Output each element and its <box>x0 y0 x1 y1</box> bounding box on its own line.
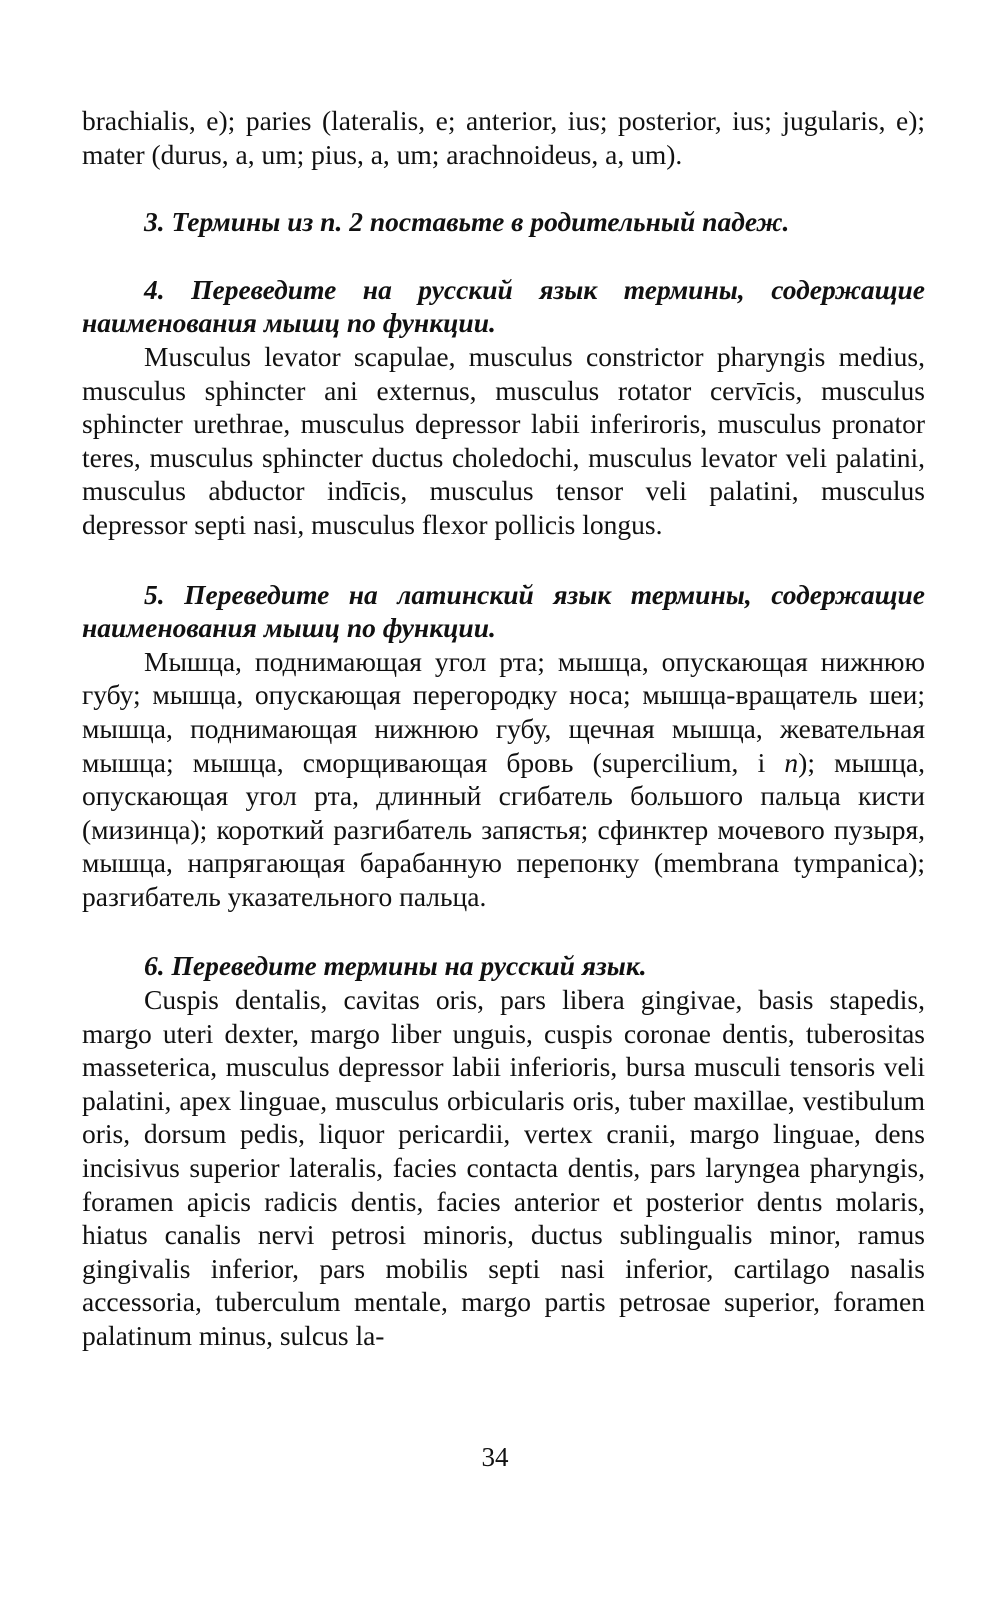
page-content <box>82 104 925 1353</box>
page-number: 34 <box>481 1442 509 1472</box>
exercise-5-body-part1: Мышца, поднимающая угол рта; мышца, опускающая нижнюю губу; мышца, опускающая перегородку носа; мышца-вращатель шеи; мышца, поднимающая нижнюю губу, щечная мышца, жевательная мышца; мышца, сморщивающая бровь (supercilium, i <box>82 645 925 778</box>
exercise-5-heading: 5. Переведите на латинский язык термины, содержащие наименования мышц по функции. <box>82 578 925 644</box>
exercise-4-body: Musculus levator scapulae, musculus constrictor pharyngis medius, musculus sphincter ani externus, musculus rotator cervīcis, musculus sphincter urethrae, musculus depressor labii inferiroris, musculus pronator teres, musculus sphincter ductus choledochi, musculus levator veli palatini, musculus abductor indīcis, musculus tensor veli palatini, musculus depressor septi nasi, musculus flexor pollicis longus. <box>82 340 925 540</box>
exercise-4-heading: 4. Переведите на русский язык термины, содержащие наименования мышц по функции. <box>82 273 925 339</box>
exercise-6-body: Cuspis dentalis, cavitas oris, pars libera gingivae, basis stapedis, margo uteri dexter, margo liber unguis, cuspis coronae dentis, tuberositas masseterica, musculus depressor labii inferioris, bursa musculi tensoris veli palatini, apex linguae, musculus orbicularis oris, tuber maxillae, vestibulum oris, dorsum pedis, liquor pericardii, vertex cranii, margo linguae, dens incisivus superior lateralis, facies contacta dentis, pars laryngea pharyngis, foramen apicis radicis dentis, facies anterior et posterior dentıs molaris, hiatus canalis nervi petrosi minoris, ductus sublingualis minor, ramus gingivalis inferior, pars mobilis septi nasi inferior, cartilago nasalis accessoria, tuberculum mentale, margo partis petrosae superior, foramen palatinum minus, sulcus la- <box>82 984 925 1351</box>
spacer <box>82 542 925 578</box>
exercise-6-heading: 6. Переведите термины на русский язык. <box>144 950 647 982</box>
gender-abbreviation: n <box>784 746 799 778</box>
exercise-5-body <box>82 645 925 914</box>
exercise-3-heading: 3. Термины из п. 2 поставьте в родительный падеж. <box>144 206 790 238</box>
top-paragraph: brachialis, e); paries (lateralis, e; anterior, ius; posterior, ius; jugularis, e); mater (durus, a, um; pius, a, um; arachnoideus, a, um). <box>82 105 925 170</box>
spacer <box>82 913 925 949</box>
spacer <box>82 239 925 273</box>
spacer <box>82 171 925 205</box>
exercise-5-body-part2: ); мышца, опускающая угол рта, длинный сгибатель большого пальца кисти (мизинца); короткий разгибатель запястья; сфинктер мочевого пузыря, мышца, напрягающая барабанную перепонку (membrana tympanica); разгибатель указательного пальца. <box>82 746 925 912</box>
